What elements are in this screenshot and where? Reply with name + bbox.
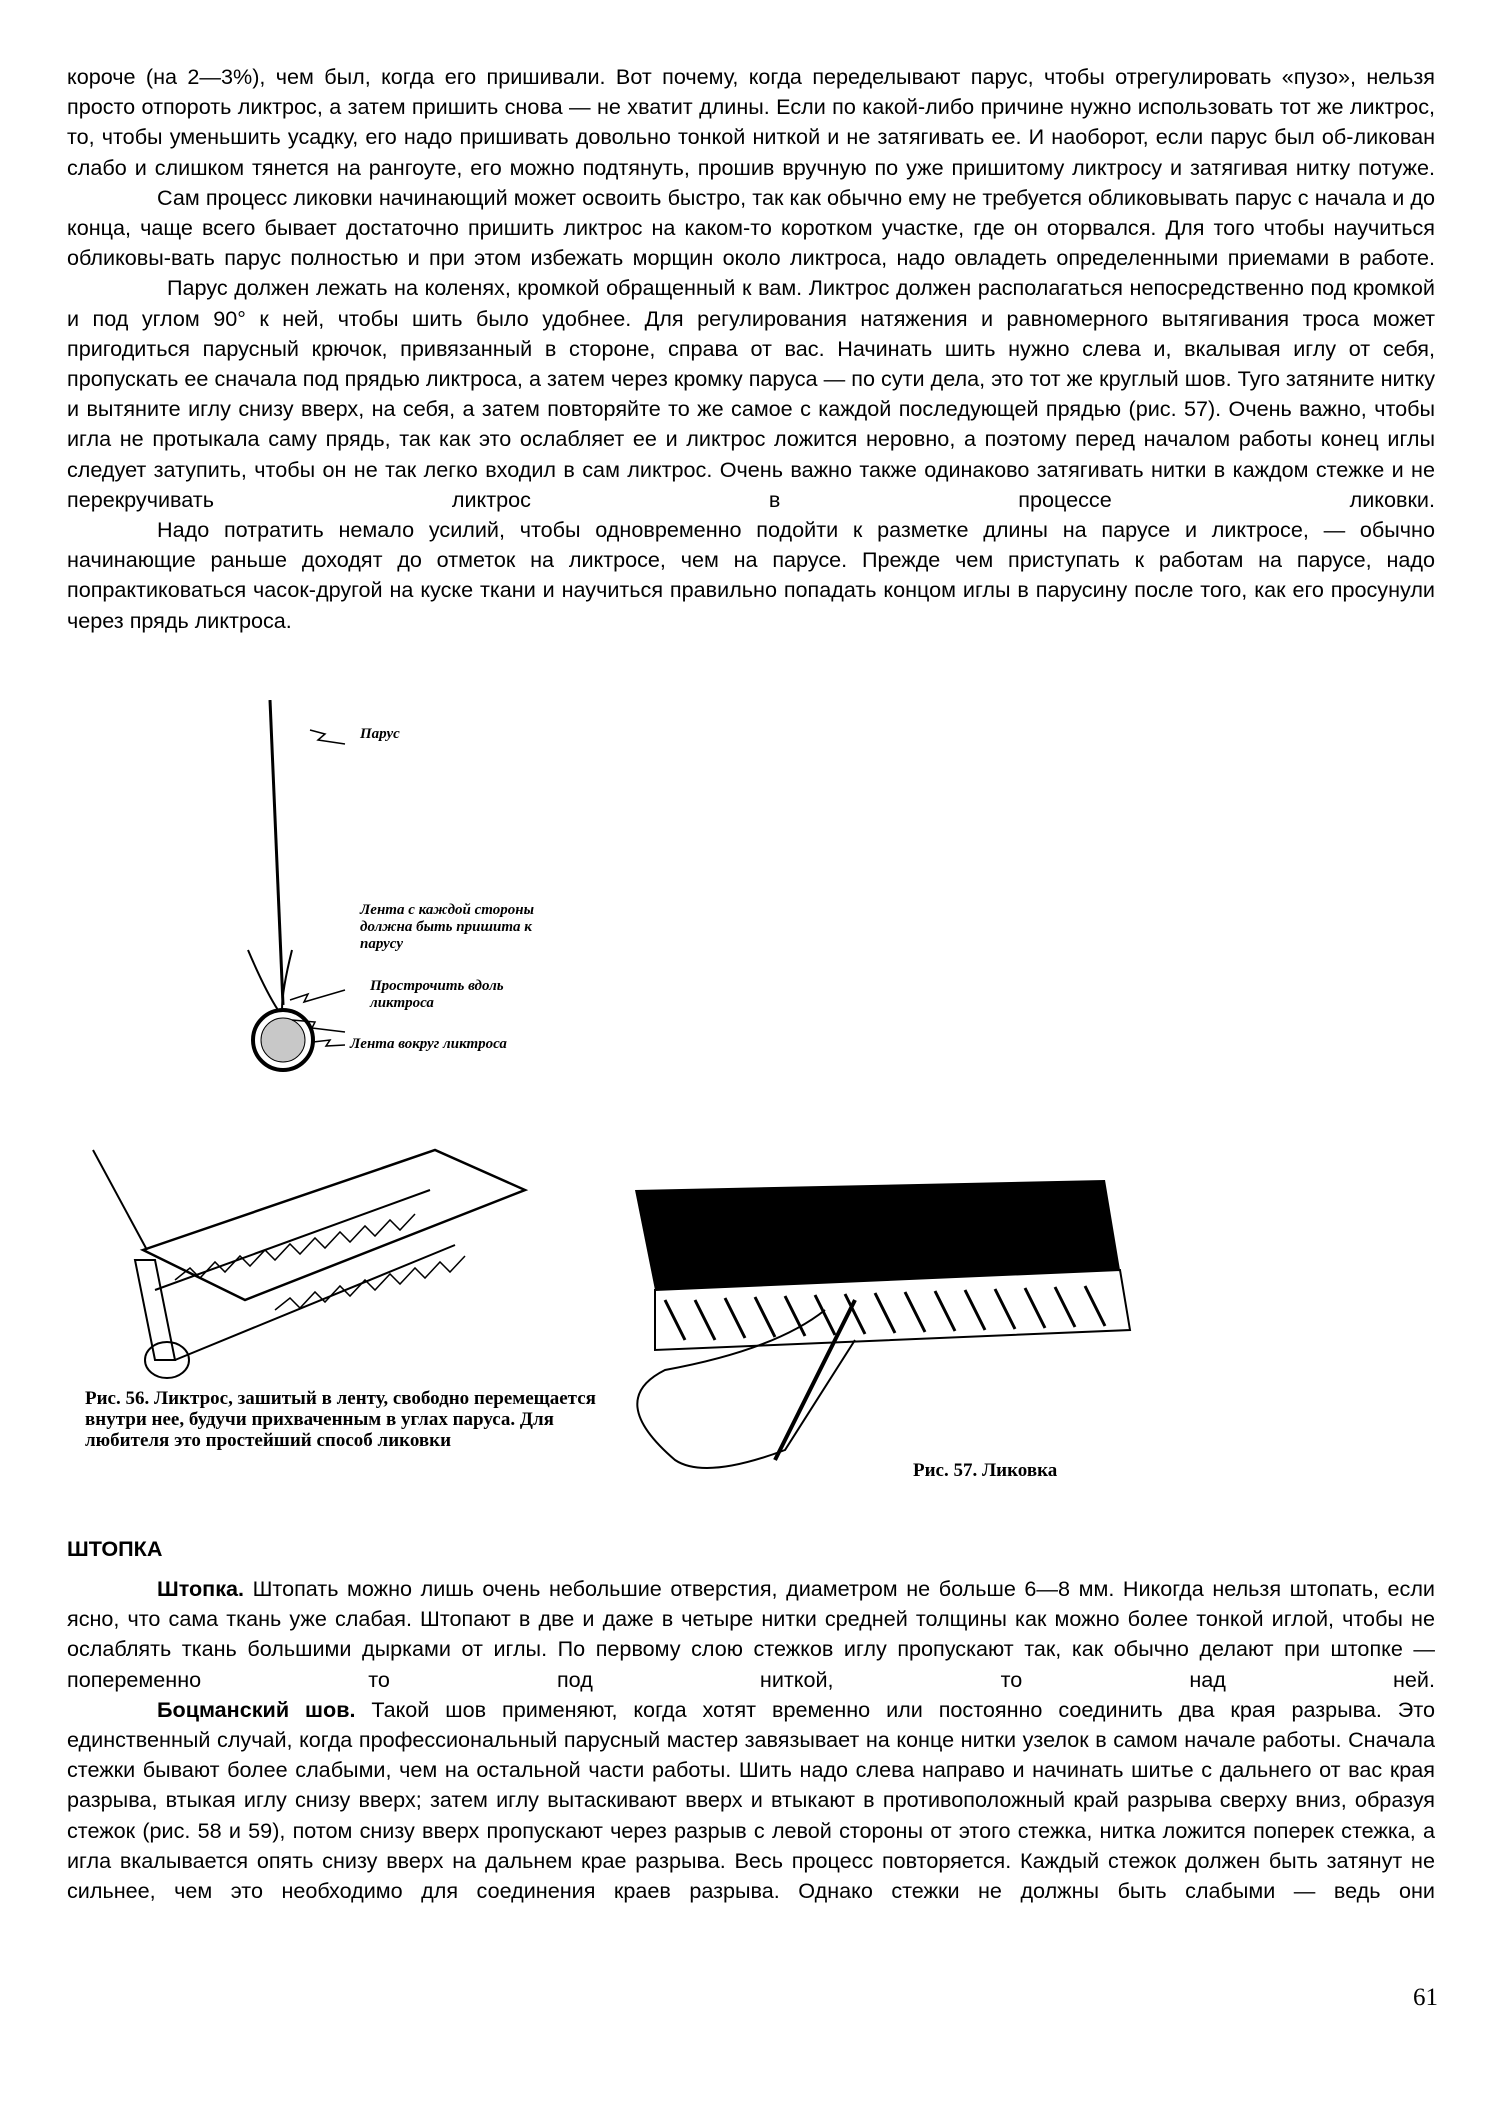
- paragraph-1: короче (на 2—3%), чем был, когда его пришивали. Вот почему, когда переделывают парус, чтобы отрегулировать «пузо», нельзя просто отпороть ликтрос, а затем пришить снова — не хватит длины. Если по какой-либо причине нужно использовать тот же ликтрос, то, чтобы уменьшить усадку, его надо пришивать довольно тонкой ниткой и не затягивать ее. И наоборот, если парус был об-ликован слабо и слишком тянется на рангоуте, его можно подтянуть, прошив вручную по уже пришитому ликтросу и затягивая нитку потуже.: [67, 64, 1435, 180]
- seam-text: Такой шов применяют, когда хотят временно или постоянно соединить два края разрыва. Это единственный случай, когда профессиональный парусный мастер завязывает на конце нитки узелок в самом начале работы. Сначала стежки бывают более слабыми, чем на остальной части работы. Шить надо слева направо и начинать шитье с дальнего от вас края разрыва, втыкая иглу снизу вверх; затем иглу вытаскивают вверх и втыкают в противоположный край разрыва сверху вниз, образуя стежок (рис. 58 и 59), потом снизу вверх пропускают через разрыв с левой стороны от этого стежка, нитка ложится поперек стежка, а игла вкалывается опять снизу вверх на дальнем крае разрыва. Весь процесс повторяется. Каждый стежок должен быть затянут не сильнее, чем это необходимо для соединения краев разрыва. Однако стежки не должны быть слабыми — ведь они: [67, 1696, 1435, 1904]
- label-sail: Парус: [360, 726, 400, 742]
- text-block-top: [67, 62, 1435, 636]
- fig56-drawing: [75, 1110, 555, 1380]
- seam-lead: Боцманский шов.: [157, 1696, 356, 1722]
- label-around: Лента вокруг ликтроса: [350, 1036, 507, 1052]
- figure-57: [625, 1140, 1135, 1480]
- fig56-caption: Рис. 56. Ликтрос, зашитый в ленту, свободно перемещается внутри нее, будучи прихваченным в углах паруса. Для любителя это простейший способ ликовки: [85, 1388, 596, 1451]
- label-stitch: Прострочить вдоль ликтроса: [370, 978, 504, 1011]
- fig57-drawing: [625, 1140, 1135, 1480]
- page-number: 61: [1413, 1984, 1438, 2011]
- figure-bolt-rope-tape: [220, 700, 640, 1100]
- paragraph-3: Парус должен лежать на коленях, кромкой обращенный к вам. Ликтрос должен располагаться непосредственно под кромкой и под углом 90° к ней, чтобы шить было удобнее. Для регулирования натяжения и равномерного вытягивания троса может пригодиться парусный крючок, привязанный в стороне, справа от вас. Начинать шить нужно слева и, вкалывая иглу от себя, пропускать ее сначала под прядью ликтроса, а затем через кромку паруса — по сути дела, это тот же круглый шов. Туго затяните нитку и вытяните иглу снизу вверх, на себя, а затем повторяйте то же самое с каждой последующей прядью (рис. 57). Очень важно, чтобы игла не протыкала саму прядь, так как это ослабляет ее и ликтрос ложится неровно, а поэтому перед началом работы конец иглы следует затупить, чтобы он не так легко входил в сам ликтрос. Очень важно также одинаково затягивать нитки в каждом стежке и не перекручивать ликтрос в процессе ликовки.: [67, 275, 1435, 512]
- section-heading: ШТОПКА: [67, 1536, 163, 1561]
- darning-text: Штопать можно лишь очень небольшие отверстия, диаметром не больше 6—8 мм. Никогда нельзя штопать, если ясно, что сама ткань уже слабая. Штопают в две и даже в четыре нитки средней толщины как можно более тонкой иглой, чтобы не ослаблять ткань большими дырками от иглы. По первому слою стежков иглу пропускают так, как обычно делают при штопке — попеременно то под ниткой, то над ней.: [67, 1576, 1435, 1692]
- figure-56: [75, 1110, 555, 1380]
- paragraph-2: Сам процесс ликовки начинающий может освоить быстро, так как обычно ему не требуется обликовывать парус с начала и до конца, чаще всего бывает достаточно пришить ликтрос на каком-то коротком участке, где он оторвался. Для того чтобы научиться обликовы-вать парус полностью и при этом избежать морщин около ликтроса, надо овладеть определенными приемами в работе.: [67, 184, 1435, 271]
- paragraph-boatswain-seam: [67, 1695, 1435, 1906]
- paragraph-darning: [67, 1574, 1435, 1695]
- text-block-bottom: [67, 1574, 1435, 1906]
- paragraph-4: Надо потратить немало усилий, чтобы одновременно подойти к разметке длины на парусе и ликтросе, — обычно начинающие раньше доходят до отметок на ликтросе, чем на парусе. Прежде чем приступать к работам на парусе, надо попрактиковаться часок-другой на куске ткани и научиться правильно попадать концом иглы в парусину после того, как его просунули через прядь ликтроса.: [67, 517, 1435, 633]
- fig57-caption: Рис. 57. Ликовка: [913, 1460, 1058, 1481]
- darning-lead: Штопка.: [157, 1576, 245, 1601]
- label-tape: Лента с каждой стороны должна быть пришита к парусу: [360, 902, 535, 952]
